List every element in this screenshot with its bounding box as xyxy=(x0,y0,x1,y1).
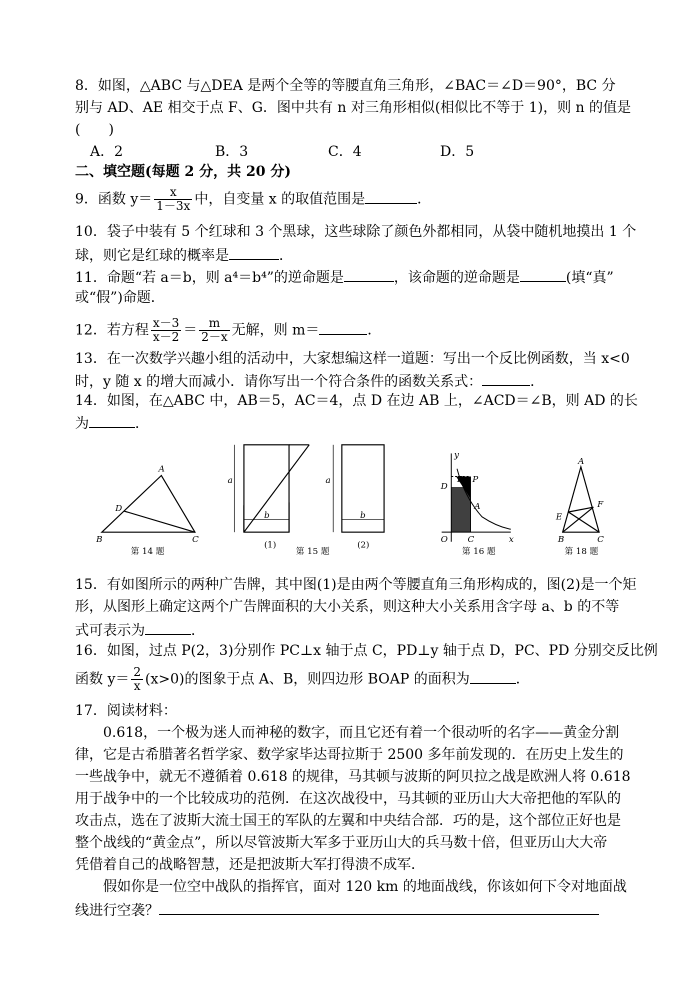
q11-answer-blank-2[interactable] xyxy=(520,267,566,282)
q13-line2 xyxy=(75,371,544,391)
q17-question-line2 xyxy=(75,900,599,920)
q10-line2 xyxy=(75,245,293,265)
q16-fraction xyxy=(131,666,143,693)
q14-end: ． xyxy=(135,416,149,432)
q9 xyxy=(75,186,431,213)
q15-line2: 形，从图形上确定这两个广告牌面积的大小关系，则这种大小关系用含字母 a、b 的不等 xyxy=(75,599,620,615)
q17-para-line2: 律，它是古希腊著名哲学家、数学家毕达哥拉斯于 2500 多年前发现的．在历史上发生的 xyxy=(75,747,624,763)
fig15-sub-1: (1) xyxy=(264,540,277,551)
figure-15-1-dims xyxy=(234,445,289,532)
q9-post: 中，自变量 x 的取值范围是 xyxy=(194,191,366,208)
q12-end: ． xyxy=(367,322,382,339)
q12-post: 无解，则 m＝ xyxy=(231,322,320,339)
q16-line1: 16．如图，过点 P(2，3)分别作 PC⊥x 轴于点 C，PD⊥y 轴于点 D，PC、PD 分别交反比例 xyxy=(75,643,658,659)
fig16-label-y: y xyxy=(454,450,460,461)
q11-line2: 或“假”)命题． xyxy=(75,290,165,306)
fig14-label-b: B xyxy=(96,534,103,545)
q12-numerator-2: m xyxy=(199,317,229,331)
figure-15-2-labels xyxy=(326,476,366,521)
figures-row xyxy=(80,440,620,560)
q8-option-c: C．4 xyxy=(328,144,362,160)
fig14-label-a: A xyxy=(158,464,165,475)
q16-denominator: x xyxy=(133,679,141,693)
q9-pre: 9．函数 y＝ xyxy=(75,191,153,208)
fig16-label-a: A xyxy=(474,502,481,513)
q16-numerator: 2 xyxy=(133,665,141,679)
q8-option-d: D．5 xyxy=(440,144,475,160)
fig16-caption: 第 16 题 xyxy=(461,547,496,558)
figure-15-1-labels xyxy=(228,476,270,521)
section-heading: 二、填空题(每题 2 分，共 20 分) xyxy=(75,164,291,180)
q12-fraction-2 xyxy=(199,317,229,344)
q8-option-b: B．3 xyxy=(215,144,249,160)
q10-text: 球，则它是红球的概率是 xyxy=(75,248,229,264)
fig16-label-p: P xyxy=(472,475,479,486)
fig16-label-d: D xyxy=(440,481,448,492)
q10-answer-blank[interactable] xyxy=(229,245,279,260)
q17-question-line1: 假如你是一位空中战队的指挥官，面对 120 km 的地面战线，你该如何下令对地面战 xyxy=(103,879,627,895)
q17-para-line4: 用于战争中的一个比较成功的范例．在这次战役中，马其顿的亚历山大大帝把他的军队的 xyxy=(75,791,621,807)
fig14-caption: 第 14 题 xyxy=(130,547,165,558)
q17-para-line3: 一些战争中，就无不遵循着 0.618 的规律，马其顿与波斯的阿贝拉之战是欧洲人将 0.618 xyxy=(75,769,631,785)
q11-text-b: ，该命题的逆命题是 xyxy=(393,270,520,286)
q10-line1: 10．袋子中装有 5 个红球和 3 个黑球，这些球除了颜色外都相同，从袋中随机地摸出 1 个 xyxy=(75,224,637,240)
q12-denominator-2: 2－x xyxy=(201,330,228,344)
fig15-2-label-a: a xyxy=(325,476,331,487)
q14-text: 为 xyxy=(75,416,89,432)
fig18-label-e: E xyxy=(555,512,563,523)
q12-answer-blank[interactable] xyxy=(319,320,367,335)
q12-fraction-1 xyxy=(151,317,181,344)
fig16-label-x: x xyxy=(508,534,514,545)
q15-line3 xyxy=(75,620,205,640)
q13-answer-blank[interactable] xyxy=(482,371,530,386)
figure-18 xyxy=(563,467,599,532)
q9-end: ． xyxy=(417,191,432,208)
fig14-label-c: C xyxy=(192,534,199,545)
q16-post: (x>0)的图象于点 A、B，则四边形 BOAP 的面积为 xyxy=(145,671,470,688)
fig15-caption: 第 15 题 xyxy=(295,547,330,558)
q8-option-a: A．2 xyxy=(90,144,124,160)
q17-para-line1: 0.618，一个极为迷人而神秘的数字，而且它还有着一个很动听的名字——黄金分割 xyxy=(103,725,620,741)
q15-answer-blank[interactable] xyxy=(145,620,191,635)
figure-15-1 xyxy=(244,445,309,532)
q17-para-line5: 攻击点，选在了波斯大流士国王的军队的左翼和中央结合部．巧的是，这个部位正好也是 xyxy=(75,813,621,829)
q12-equals: ＝ xyxy=(183,322,198,339)
q15-text: 式可表示为 xyxy=(75,623,145,639)
q17-para-line7: 凭借着自己的战略智慧，还是把波斯大军打得溃不成军． xyxy=(75,857,425,873)
q11-line1 xyxy=(75,267,614,287)
fig18-label-f: F xyxy=(597,500,604,511)
q11-text-a: 11．命题“若 a＝b，则 a⁴＝b⁴”的逆命题是 xyxy=(75,270,344,286)
q8-answer-paren: ( ) xyxy=(75,122,114,138)
q15-line1: 15．有如图所示的两种广告牌，其中图(1)是由两个等腰直角三角形构成的，图(2)是一个矩 xyxy=(75,577,637,593)
q13-line1: 13．在一次数学兴趣小组的活动中，大家想编这样一道题：写出一个反比例函数，当 x<0 xyxy=(75,351,630,367)
q10-end: ． xyxy=(279,248,293,264)
q13-text: 时，y 随 x 的增大而减小．请你写出一个符合条件的函数关系式： xyxy=(75,374,483,390)
q8-line2: 别与 AD、AE 相交于点 F、G．图中共有 n 对三角形相似(相似比不等于 1)，则 n 的值是 xyxy=(75,100,632,116)
q16-end: ． xyxy=(515,671,530,688)
q17-title: 17．阅读材料： xyxy=(75,703,177,719)
fig15-1-label-b: b xyxy=(264,510,270,521)
q16-line2 xyxy=(75,666,530,693)
fig18-label-c: C xyxy=(597,534,604,545)
q14-line1: 14．如图，在△ABC 中，AB＝5，AC＝4，点 D 在边 AB 上，∠ACD＝∠B，则 AD 的长 xyxy=(75,393,638,409)
q17-answer-blank[interactable] xyxy=(159,900,599,915)
fig15-1-label-a: a xyxy=(227,476,233,487)
q9-denominator: 1－3x xyxy=(156,199,191,213)
q17-question-text: 线进行空袭？ xyxy=(75,903,159,919)
q14-answer-blank[interactable] xyxy=(89,413,135,428)
fig16-label-o: O xyxy=(440,534,448,545)
q16-pre: 函数 y＝ xyxy=(75,671,130,688)
fig15-sub-2: (2) xyxy=(357,540,370,551)
q17-para-line6: 整个战线的“黄金点”，所以尽管波斯大军多于亚历山大的兵马数十倍，但亚历山大大帝 xyxy=(75,835,608,851)
fig18-label-b: B xyxy=(557,534,565,545)
q16-answer-blank[interactable] xyxy=(470,669,516,684)
fig15-2-label-b: b xyxy=(360,510,366,521)
q12-denominator-1: x－2 xyxy=(152,330,180,344)
q12-numerator-1: x－3 xyxy=(152,316,180,330)
q12-pre: 12．若方程 xyxy=(75,322,149,339)
q15-end: ． xyxy=(191,623,205,639)
fig18-caption: 第 18 题 xyxy=(564,547,599,558)
fig16-label-c: C xyxy=(467,534,475,545)
q9-numerator: x xyxy=(154,186,192,200)
q14-line2 xyxy=(75,413,149,433)
figure-captions xyxy=(131,540,599,558)
q11-text-c: (填“真” xyxy=(565,270,614,286)
q9-fraction xyxy=(154,186,192,213)
fig18-label-a: A xyxy=(578,457,585,467)
q11-answer-blank-1[interactable] xyxy=(344,267,394,282)
q8-line1: 8．如图，△ABC 与△DEA 是两个全等的等腰直角三角形，∠BAC＝∠D＝90°，BC 分 xyxy=(75,78,616,94)
figure-15-2-dims xyxy=(333,445,384,532)
fig14-label-d: D xyxy=(115,504,123,515)
q13-end: ． xyxy=(530,374,545,390)
figure-14-labels xyxy=(95,465,199,545)
q12 xyxy=(75,317,381,344)
q9-answer-blank[interactable] xyxy=(365,189,417,204)
fig16-label-b: B xyxy=(457,475,464,486)
figure-16 xyxy=(442,453,511,541)
